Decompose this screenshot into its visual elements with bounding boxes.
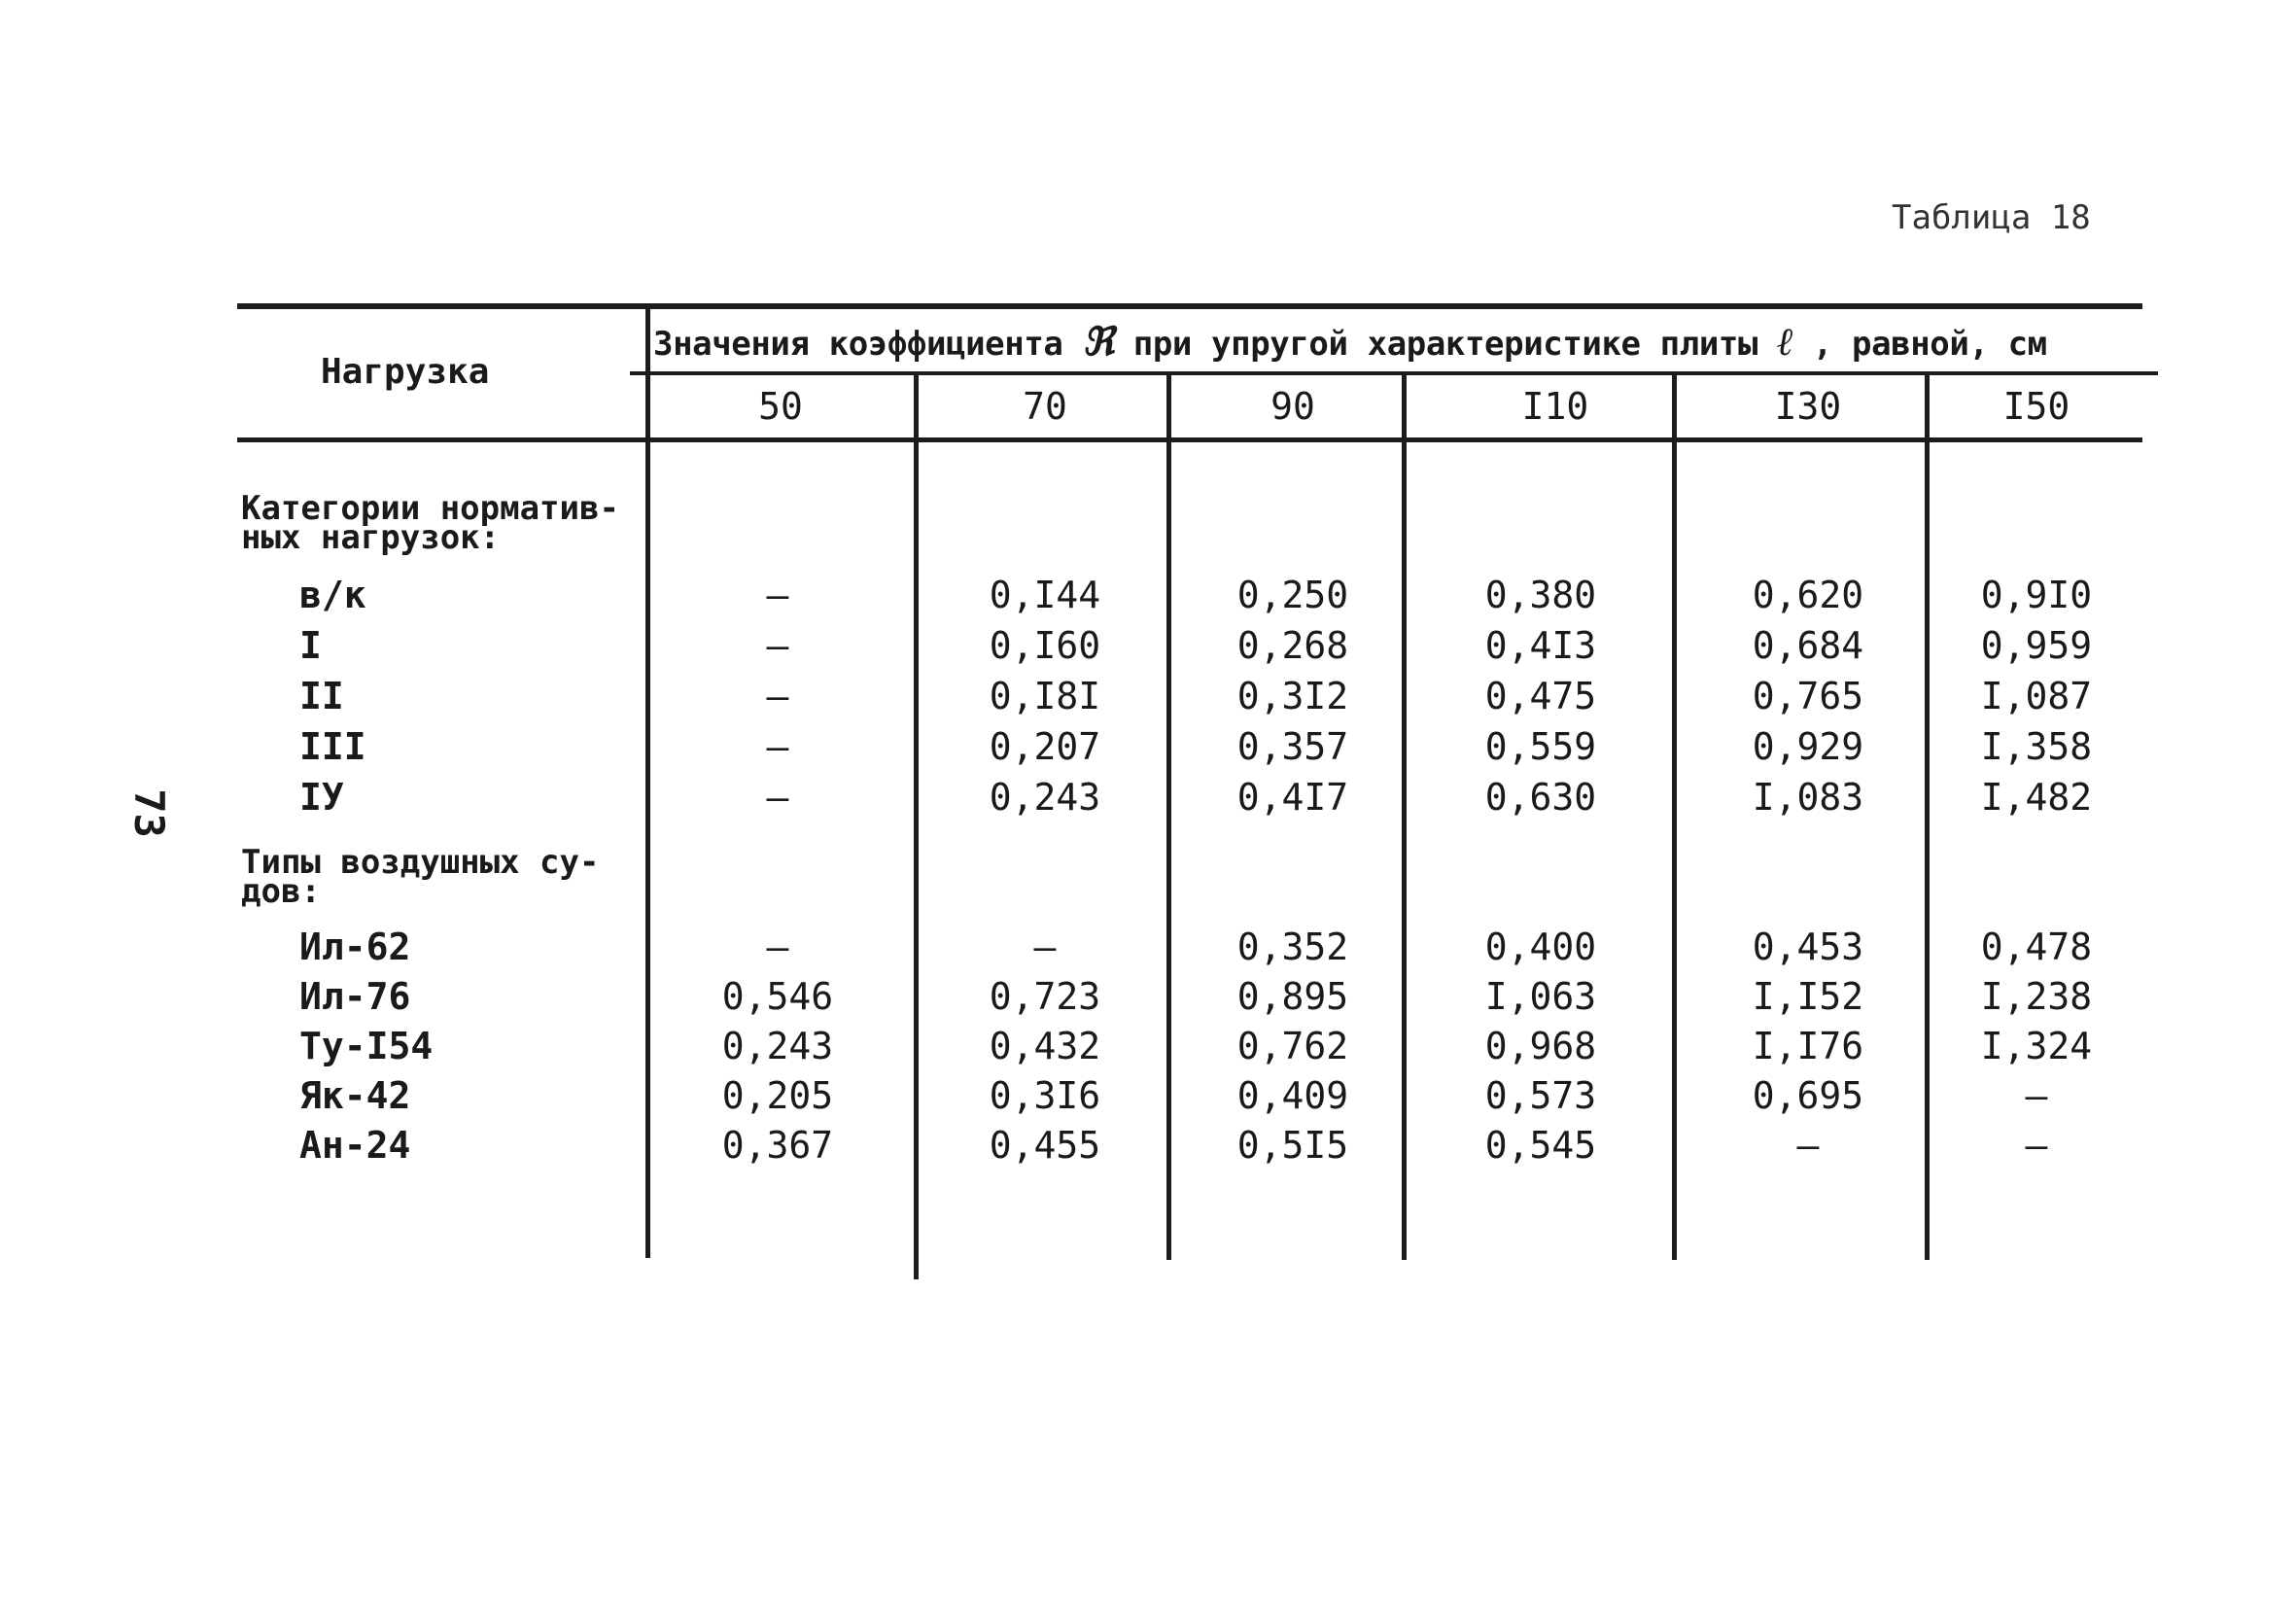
table-cell: I,I76: [1752, 1025, 1864, 1067]
table-cell: 0,3I6: [989, 1074, 1101, 1117]
table-cell: –: [1033, 926, 1057, 968]
table-cell: 0,765: [1752, 675, 1864, 717]
table-cell: 0,250: [1236, 574, 1349, 616]
table-cell: I,482: [1980, 776, 2093, 819]
column-header: I10: [1521, 385, 1589, 428]
table-cell: I,324: [1980, 1025, 2093, 1067]
col-separator: [1166, 375, 1171, 1260]
table-cell: 0,475: [1484, 675, 1597, 717]
span-suffix: , равной, см: [1812, 325, 2047, 364]
row-label: Ил-62: [299, 926, 411, 968]
table-cell: 0,409: [1236, 1074, 1349, 1117]
table-cell: 0,I44: [989, 574, 1101, 616]
table-cell: 0,400: [1484, 926, 1597, 968]
table-cell: –: [766, 776, 789, 819]
table-cell: –: [2025, 1124, 2048, 1167]
table-cell: –: [1796, 1124, 1820, 1167]
table-cell: I,087: [1980, 675, 2093, 717]
column-header: I50: [2002, 385, 2070, 428]
table-cell: –: [2025, 1074, 2048, 1117]
table-cell: 0,684: [1752, 624, 1864, 667]
table-cell: 0,5I5: [1236, 1124, 1349, 1167]
span-middle: при упругой характеристике плиты: [1132, 325, 1758, 364]
table-cell: 0,929: [1752, 725, 1864, 768]
table-cell: –: [766, 574, 789, 616]
header-bottom-rule: [237, 437, 2142, 442]
table-cell: 0,4I3: [1484, 624, 1597, 667]
table-cell: I,083: [1752, 776, 1864, 819]
table-cell: 0,I8I: [989, 675, 1101, 717]
row-label: Ту-I54: [299, 1025, 434, 1067]
col-separator: [645, 305, 650, 1258]
table-cell: 0,478: [1980, 926, 2093, 968]
row-label: Як-42: [299, 1074, 411, 1117]
row-label: Ан-24: [299, 1124, 411, 1167]
table-cell: –: [766, 926, 789, 968]
table-cell: 0,573: [1484, 1074, 1597, 1117]
table-cell: 0,207: [989, 725, 1101, 768]
table-cell: 0,620: [1752, 574, 1864, 616]
table-cell: –: [766, 675, 789, 717]
symbol-l: ℓ: [1777, 319, 1793, 365]
table-cell: –: [766, 624, 789, 667]
table-cell: I,I52: [1752, 975, 1864, 1018]
page-number: 73: [124, 788, 173, 838]
table-cell: 0,4I7: [1236, 776, 1349, 819]
col-separator: [914, 375, 919, 1279]
table-cell: 0,453: [1752, 926, 1864, 968]
header-load: Нагрузка: [321, 352, 490, 392]
column-header: 50: [758, 385, 803, 428]
row-label: Ил-76: [299, 975, 411, 1018]
table-cell: 0,959: [1980, 624, 2093, 667]
header-span: [653, 319, 2047, 365]
table-cell: 0,268: [1236, 624, 1349, 667]
row-label: IУ: [299, 776, 344, 819]
table-cell: 0,367: [721, 1124, 834, 1167]
table-top-rule: [237, 303, 2142, 309]
table-cell: 0,723: [989, 975, 1101, 1018]
table-cell: 0,695: [1752, 1074, 1864, 1117]
table-cell: 0,545: [1484, 1124, 1597, 1167]
section-title-aircraft: Типы воздушных су- дов:: [241, 843, 600, 911]
table-cell: I,238: [1980, 975, 2093, 1018]
table-cell: 0,357: [1236, 725, 1349, 768]
col-separator: [1402, 375, 1407, 1260]
table-title: Таблица 18: [1892, 198, 2091, 237]
symbol-k: ℜ: [1082, 319, 1114, 365]
column-header: 70: [1023, 385, 1067, 428]
table-cell: 0,I60: [989, 624, 1101, 667]
row-label: II: [299, 675, 344, 717]
span-prefix: Значения коэффициента: [653, 325, 1063, 364]
table-cell: 0,432: [989, 1025, 1101, 1067]
table-cell: –: [766, 725, 789, 768]
row-label: в/к: [299, 574, 366, 616]
col-separator: [1925, 375, 1930, 1260]
table-cell: 0,9I0: [1980, 574, 2093, 616]
column-header: I30: [1774, 385, 1842, 428]
table-cell: 0,243: [989, 776, 1101, 819]
table-cell: 0,243: [721, 1025, 834, 1067]
table-cell: I,063: [1484, 975, 1597, 1018]
col-separator: [1672, 375, 1677, 1260]
table-cell: 0,559: [1484, 725, 1597, 768]
table-cell: 0,455: [989, 1124, 1101, 1167]
table-cell: I,358: [1980, 725, 2093, 768]
table-cell: 0,3I2: [1236, 675, 1349, 717]
table-cell: 0,380: [1484, 574, 1597, 616]
table-cell: 0,895: [1236, 975, 1349, 1018]
row-label: III: [299, 725, 366, 768]
table-cell: 0,352: [1236, 926, 1349, 968]
table-cell: 0,968: [1484, 1025, 1597, 1067]
table-cell: 0,546: [721, 975, 834, 1018]
row-label: I: [299, 624, 322, 667]
table-cell: 0,630: [1484, 776, 1597, 819]
section-title-categories: Категории норматив- ных нагрузок:: [241, 489, 619, 557]
table-cell: 0,762: [1236, 1025, 1349, 1067]
column-header: 90: [1270, 385, 1315, 428]
table-cell: 0,205: [721, 1074, 834, 1117]
